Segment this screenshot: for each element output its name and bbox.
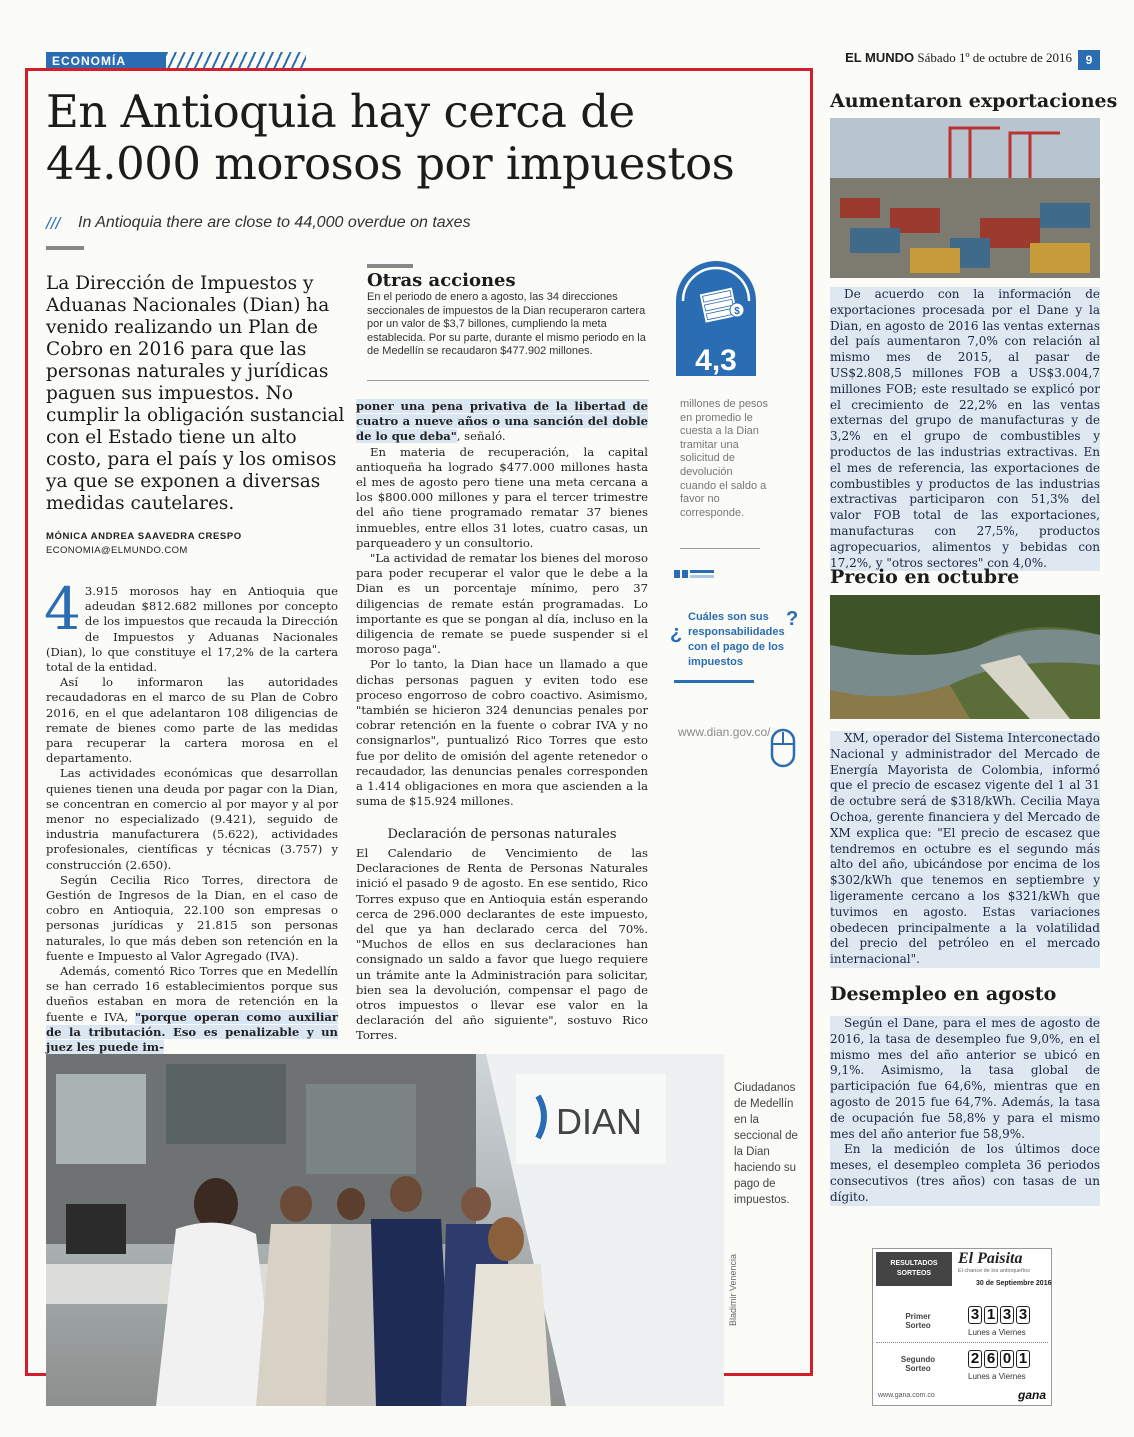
paragraph: Por lo tanto, la Dian hace un llamado a que dichas personas paguen y eviten todo ese proceso engorroso de cobro coactivo. Asimismo, "también se hicieron 324 denuncias penales por cobrar retención en la fuente o cobrar IVA y no consignarlos", puntualizó Rico Torres que esto fue por delito de omisión del agente retenedor o recaudador, las denuncias penales corresponden a 1.414 obligaciones en mora que ascienden a la suma de $15.924 millones. (356, 657, 648, 809)
port-photo (830, 118, 1100, 278)
box-text: En el periodo de enero a agosto, las 34 direcciones seccionales de impuestos de la Dian recuperaron cartera por un valor de $3,7 billones, cumpliendo la meta establecida. Por su parte, durante el mismo periodo en la de Medellín se recaudaron $477.902 millones. (367, 291, 646, 358)
gana-logo: gana (1018, 1388, 1047, 1402)
article-column-2b (356, 846, 648, 1044)
svg-text:$: $ (734, 306, 740, 317)
subheading: Declaración de personas naturales (387, 827, 617, 842)
question-open-icon: ¿ (670, 622, 683, 644)
box-title: Otras acciones (367, 270, 516, 291)
paragraph: De acuerdo con la información de exportaciones procesada por el Dane y la Dian, en agosto de 2016 las ventas externas del país aumentaron 7,0% con relación al mismo mes de 2015, al pasar de US$2.808,5 millones FOB a US$3.004,7 millones FOB; este resultado se explicó por el crecimiento de 22,2% en las ventas externas del grupo de manufacturas y de 3,2% en el grupo de combustibles y productos de las industrias extractivas. En el mes de referencia, las exportaciones de combustibles y productos de las industrias extractivas participaron con 51,3% del valor FOB total de las exportaciones, manufacturas con 27,5%, productos agropecuarios, alimentos y bebidas con 17,2%, y "otros sectores" con 4,0%. (830, 287, 1100, 570)
digit: 2 (968, 1350, 982, 1368)
draw1-number (968, 1306, 1030, 1324)
draw2-days: Lunes a Viernes (968, 1372, 1026, 1381)
digit: 0 (1000, 1350, 1014, 1368)
highlighted-quote: poner una pena privativa de la libertad de cuatro a nueve años o una sanción del doble de lo que deba" (356, 399, 648, 444)
draw1-days: Lunes a Viernes (968, 1328, 1026, 1337)
sidebar-heading-price: Precio en octubre (830, 566, 1020, 588)
divider (367, 380, 649, 381)
divider (674, 680, 754, 683)
lead-paragraph: La Dirección de Impuestos y Aduanas Nacionales (Dian) ha venido realizando un Plan de Cobro en 2016 para que las personas naturales y jurídicas paguen sus impuestos. No cumplir la obligación sustancial con el Estado tiene un alto costo, para el país y los omisos ya que se exponen a diversas medidas cautelares. (46, 273, 345, 514)
masthead (845, 50, 1072, 66)
divider (876, 1342, 1048, 1343)
digit: 1 (984, 1306, 998, 1324)
paragraph: En materia de recuperación, la capital antioqueña ha logrado $477.000 millones hasta el mes de agosto pero tiene una meta cercana a los $800.000 millones y para el tercer trimestre del año tiene programado rematar 37 bienes inmuebles, entre ellos 31 lotes, cuatro casas, un parqueadero y un consultorio. (356, 444, 648, 550)
draw1-label: Primer Sorteo (905, 1312, 931, 1330)
divider (680, 548, 760, 549)
sidebar-text-price (830, 731, 1100, 968)
sidebar-text-unemployment (830, 1016, 1100, 1206)
lottery-date: 30 de Septiembre 2016 (976, 1280, 1052, 1287)
article-column-1 (44, 575, 338, 1055)
paragraph-text: Además, comentó Rico Torres que en Medellín se han cerrado 16 establecimientos porque sus dueños estaban en mora de retención en la fuente e IVA, (46, 964, 338, 1024)
article-column-2 (356, 399, 648, 809)
digit: 3 (1016, 1306, 1030, 1324)
digit: 3 (968, 1306, 982, 1324)
paragraph (356, 399, 648, 445)
paragraph: Según el Dane, para el mes de agosto de 2016, la tasa de desempleo fue 9,0%, en el mismo mes del año anterior se ubicó en 9,1%. Asimismo, la tasa global de participación fue 64,6%, mientras que en agosto de 2015 fue 64,7%. Además, la tasa de ocupación fue 58,8% y para el mismo mes del año anterior fue 58,9%. (830, 1016, 1100, 1141)
sidebar-heading-exports: Aumentaron exportaciones (830, 90, 1118, 112)
sidebar-text-exports (830, 287, 1100, 571)
lottery-url[interactable]: www.gana.com.co (878, 1392, 935, 1399)
paragraph: XM, operador del Sistema Interconectado Nacional y administrador del Mercado de Energía Mayorista de Colombia, informó que el precio de escasez vigente del 1 al 31 de octubre será de $318/kWh. Cecilia Maya Ochoa, gerente financiera y del Mercado de XM explica que: "El precio de escasez que tendremos en octubre es el segundo más alto del año, ubicándose por encima de los $302/kWh que tenemos en septiembre y ligeramente cercano a los $321/kWh que tuvimos en agosto. Estas variaciones obedecen principalmente a la volatilidad del precio del petróleo en el mercado internacional". (830, 731, 1100, 967)
subtitle: In Antioquia there are close to 44,000 overdue on taxes (78, 214, 471, 231)
stat-caption: millones de pesos en promedio le cuesta a la Dian tramitar una solicitud de devolución cuando el saldo a favor no corresponde. (680, 398, 769, 519)
office-photo (46, 1054, 724, 1406)
divider (46, 246, 84, 250)
lottery-tag: RESULTADOS SORTEOS (876, 1252, 952, 1286)
divider (367, 264, 413, 268)
draw2-label: Segundo Sorteo (900, 1355, 936, 1373)
paragraph: Según Cecilia Rico Torres, directora de Gestión de Ingresos de la Dian, en el caso de cobro en Antioquia, 22.100 son empresas o personas jurídicas y 21.815 son personas naturales, lo que más deben son retención en la fuente e Impuesto al Valor Agregado (IVA). (46, 872, 338, 963)
paragraph: En la medición de los últimos doce meses, el desempleo completa 36 periodos consecutivos (tres años) con tasas de un dígito. (830, 1142, 1100, 1204)
question-close-icon: ? (786, 608, 799, 630)
headline: En Antioquia hay cerca de 44.000 morosos por impuestos (46, 85, 735, 190)
stat-value: 4,3 (695, 344, 737, 377)
photo-caption: Ciudadanos de Medellín en la seccional de la Dian haciendo su pago de impuestos. (734, 1082, 798, 1206)
paragraph: Las actividades económicas que desarrollan quienes tienen una deuda por pagar con la Dian, se concentran en comercio al por mayor y al por menor no especializado (9.421), seguido de industria manufacturera (5.622), actividades profesionales, científicas y técnicas (3.757) y construcción (2.650). (46, 766, 338, 872)
digit: 3 (1000, 1306, 1014, 1324)
digit: 6 (984, 1350, 998, 1368)
question-text: Cuáles son sus responsabilidades con el pago de los impuestos (688, 611, 785, 668)
byline-email: ECONOMIA@ELMUNDO.COM (46, 545, 188, 556)
paragraph: Así lo informaron las autoridades recaudadoras en el marco de su Plan de Cobro 2016, en el que adelantaron 108 diligencias de remate de bienes como parte de las medidas para recuperar la cartera morosa en el departamento. (46, 675, 338, 766)
section-tag: ECONOMÍA (46, 52, 166, 70)
paragraph: 3.915 morosos hay en Antioquia que adeudan $812.682 millones por concepto de los impuestos que recauda la Dirección de Impuestos y Aduanas Nacionales (Dian), lo que constituye el 17,2% de la cartera total de la entidad. (46, 584, 338, 675)
sidebar-heading-unemployment: Desempleo en agosto (830, 983, 1057, 1005)
lottery-brand-sub: El chance de los antioqueños (958, 1268, 1030, 1274)
highlighted-quote: "porque operan como auxiliar de la tributación. Eso es penalizable y un juez les puede im- (46, 1009, 338, 1055)
draw2-number (968, 1350, 1030, 1368)
dropcap: 4 (44, 575, 81, 643)
digit: 1 (1016, 1350, 1030, 1368)
mouse-icon (770, 728, 796, 768)
newspaper-name: EL MUNDO (845, 50, 915, 65)
byline: MÓNICA ANDREA SAAVEDRA CRESPO (46, 531, 242, 542)
paragraph: "La actividad de rematar los bienes del moroso para poder recuperar el valor que le debe a la Dian es un porcentaje mínimo, pero 37 diligencias de remate están programadas. Lo importante es que se pongan al día, incluso en la diligencia de remate se puede suspender si el moroso paga". (356, 551, 648, 657)
dian-sign: DIAN (556, 1101, 643, 1142)
paragraph-text: , señaló. (456, 429, 506, 444)
dian-url[interactable]: www.dian.gov.co/ (678, 725, 771, 739)
subtitle-marker: /// (46, 214, 61, 233)
paragraph (46, 964, 338, 1055)
page-number: 9 (1078, 50, 1100, 70)
bars-icon (674, 568, 714, 580)
issue-date: Sábado 1º de octubre de 2016 (917, 50, 1072, 65)
photo-credit: Bladimir Venencia (728, 1253, 738, 1326)
paragraph: El Calendario de Vencimiento de las Declaraciones de Renta de Personas Naturales inició el pasado 9 de agosto. En ese sentido, Rico Torres expuso que en Antioquia están esperando cerca de 296.000 declarantes de este impuesto, del que ya han declarado cerca del 70%. "Muchos de ellos en sus declaraciones han consignado un saldo a favor que luego requiere un trámite ante la Administración para solicitar, bien sea la devolución, compensar el pago de otros impuestos o llevar ese valor en la declaración del año siguiente", sostuvo Rico Torres. (356, 846, 648, 1043)
lottery-brand: El Paisita (958, 1250, 1023, 1267)
dam-photo (830, 595, 1100, 719)
